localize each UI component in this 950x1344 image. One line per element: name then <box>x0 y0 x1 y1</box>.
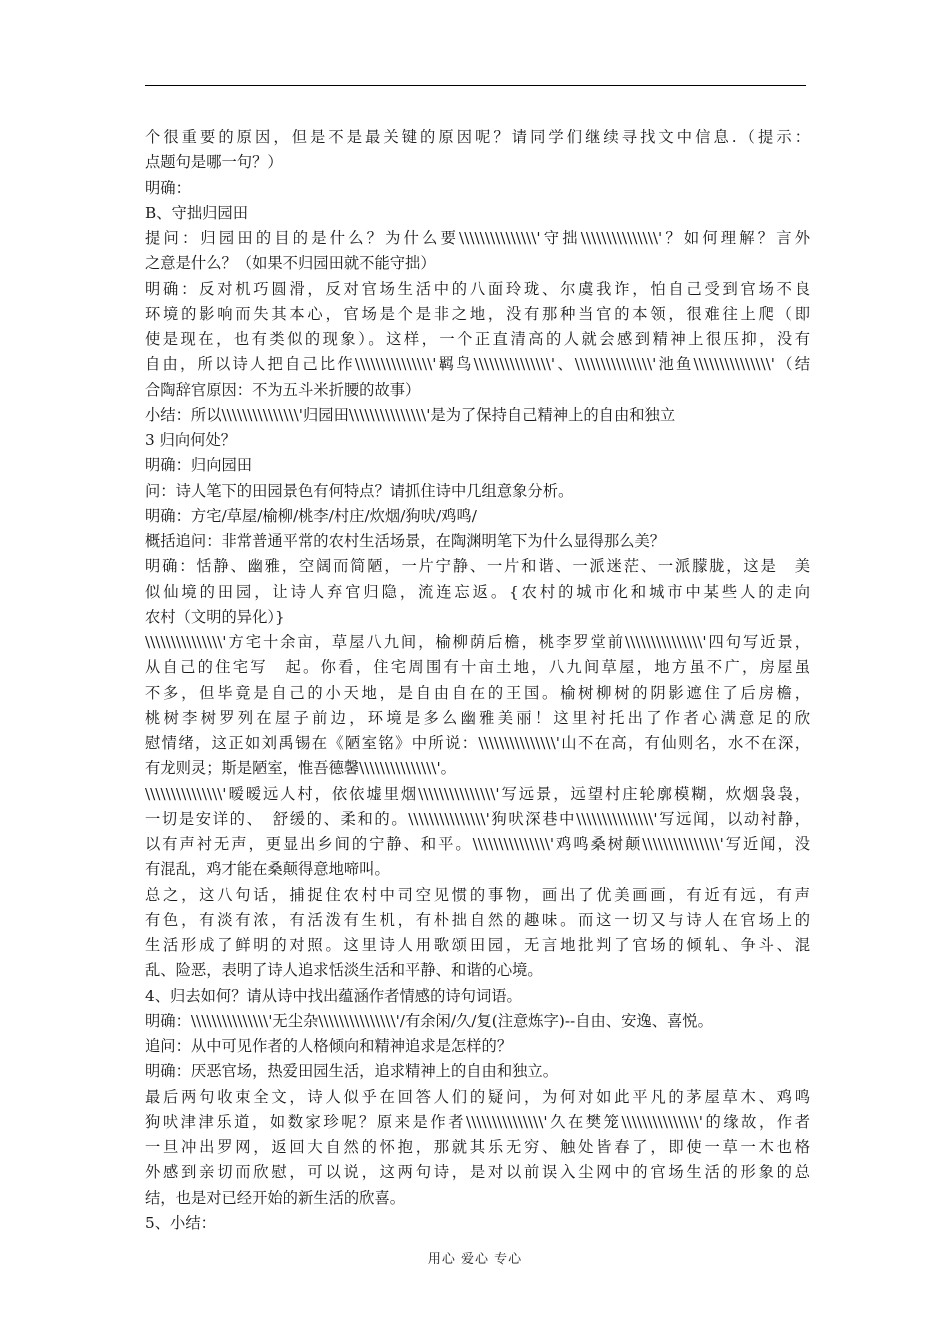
text-line: 提问：归园田的目的是什么？为什么要\\\\\\\\\\\\\\\'守拙\\\\\\\\\\\\\\\'？如何理解？言外 <box>145 229 810 247</box>
text-line: 乱、险恶，表明了诗人追求恬淡生活和平静、和谐的心境。 <box>145 961 543 980</box>
text-line: 环境的影响而失其本心，官场是个是非之地，没有那种当官的本领，很难往上爬（即 <box>145 304 810 323</box>
text-line: 外感到亲切而欣慰，可以说，这两句诗，是对以前误入尘网中的官场生活的形象的总 <box>145 1163 810 1182</box>
text-line: 结，也是对已经开始的新生活的欣喜。 <box>145 1188 406 1207</box>
text-line: 明确：反对机巧圆滑，反对官场生活中的八面玲珑、尔虞我诈，怕自己受到官场不良 <box>145 279 810 298</box>
text-line: 明确：归向园田 <box>145 456 253 475</box>
text-line: 5、小结： <box>145 1213 216 1232</box>
text-line: 之意是什么？（如果不归园田就不能守拙） <box>145 254 436 273</box>
text-line: 明确：方宅/草屋/榆柳/桃李/村庄/炊烟/狗吠/鸡鸣/ <box>145 506 477 525</box>
text-line: 从自己的住宅写 起。你看，住宅周围有十亩土地，八九间草屋，地方虽不广，房屋虽 <box>145 658 810 677</box>
text-line: B、守拙归园田 <box>145 203 249 222</box>
text-line: 桃树李树罗列在屋子前边，环境是多么幽雅美丽！这里衬托出了作者心满意足的欣 <box>145 708 810 727</box>
text-line: 以有声衬无声，更显出乡间的宁静、和平。\\\\\\\\\\\\\\\'鸡鸣桑树颠\\\\\\\\\\\\\\\'写近闻，没 <box>145 835 810 853</box>
text-line: 不多，但毕竟是自己的小天地，是自由自在的王国。榆树柳树的阴影遮住了后房檐， <box>145 683 810 702</box>
text-line: 点题句是哪一句？） <box>145 153 283 172</box>
text-line: 农村（文明的异化）} <box>145 607 285 626</box>
text-line: 似仙境的田园，让诗人弃官归隐，流连忘返。{农村的城市化和城市中某些人的走向 <box>145 582 810 601</box>
text-line: 一旦冲出罗网，返回大自然的怀抱，那就其乐无穷、触处皆春了，即使一草一木也格 <box>145 1138 810 1156</box>
page-footer: 用心 爱心 专心 <box>427 1252 523 1267</box>
text-line: 小结：所以\\\\\\\\\\\\\\\'归园田\\\\\\\\\\\\\\\'是为了保持自己精神上的自由和独立 <box>145 405 676 424</box>
text-line: 有混乱，鸡才能在桑颠得意地啼叫。 <box>145 860 390 879</box>
text-line: 一切是安详的、 舒缓的、柔和的。\\\\\\\\\\\\\\\'狗吠深巷中\\\\\\\\\\\\\\\'写远闻，以动衬静， <box>145 809 810 828</box>
text-line: 狗吠津津乐道，如数家珍呢？原来是作者\\\\\\\\\\\\\\\'久在樊笼\\\\\\\\\\\\\\\'的缘故，作者 <box>145 1112 810 1131</box>
text-line: 3 归向何处？ <box>145 431 237 449</box>
text-line: 合陶辞官原因：不为五斗米折腰的故事） <box>145 380 421 399</box>
text-line: 明确：厌恶官场，热爱田园生活，追求精神上的自由和独立。 <box>145 1062 559 1081</box>
text-line: 自由，所以诗人把自己比作\\\\\\\\\\\\\\\'羁鸟\\\\\\\\\\\\\\\'、\\\\\\\\\\\\\\\'池鱼\\\\\\\\\\\\\\\'（结 <box>145 355 810 374</box>
text-line: 总之，这八句话，捕捉住农村中司空见惯的事物，画出了优美画画，有近有远，有声 <box>145 885 810 904</box>
text-line: 个很重要的原因，但是不是最关键的原因呢？请同学们继续寻找文中信息.（提示： <box>145 128 810 146</box>
text-line: 使是现在，也有类似的现象）。这样，一个正直清高的人就会感到精神上很压抑，没有 <box>145 330 810 348</box>
text-line: 有色，有淡有浓，有活泼有生机，有朴拙自然的趣味。而这一切又与诗人在官场上的 <box>145 910 810 929</box>
header-rule <box>145 85 806 86</box>
text-line: 概括追问：非常普通平常的农村生活场景，在陶渊明笔下为什么显得那么美？ <box>145 532 666 550</box>
text-line: 有龙则灵；斯是陋室，惟吾德馨\\\\\\\\\\\\\\\'。 <box>145 759 456 778</box>
text-line: \\\\\\\\\\\\\\\'暧暧远人村，依依墟里烟\\\\\\\\\\\\\\\'写远景，远望村庄轮廓模糊，炊烟袅袅， <box>145 784 810 803</box>
text-line: 最后两句收束全文，诗人似乎在回答人们的疑问，为何对如此平凡的茅屋草木、鸡鸣 <box>145 1087 810 1106</box>
text-line: 追问：从中可见作者的人格倾向和精神追求是怎样的？ <box>145 1037 513 1055</box>
document-body <box>145 125 810 1236</box>
text-line: 明确： <box>145 178 191 197</box>
text-line: \\\\\\\\\\\\\\\'方宅十余亩，草屋八九间，榆柳荫后檐，桃李罗堂前\\\\\\\\\\\\\\\'四句写近景， <box>145 633 810 651</box>
text-line: 4、归去如何？请从诗中找出蕴涵作者情感的诗句词语。 <box>145 986 522 1005</box>
text-line: 问：诗人笔下的田园景色有何特点？请抓住诗中几组意象分析。 <box>145 481 574 500</box>
text-line: 慰情绪，这正如刘禹锡在《陋室铭》中所说：\\\\\\\\\\\\\\\'山不在高，有仙则名，水不在深， <box>145 734 810 752</box>
text-line: 明确：恬静、幽雅，空阔而简陋，一片宁静、一片和谐、一派迷茫、一派朦胧，这是 美 <box>145 557 810 576</box>
text-line: 明确：\\\\\\\\\\\\\\\'无尘杂\\\\\\\\\\\\\\\'/有余闲/久/复(注意炼字)--自由、安逸、喜悦。 <box>145 1011 713 1030</box>
text-line: 生活形成了鲜明的对照。这里诗人用歌颂田园，无言地批判了官场的倾轧、争斗、混 <box>145 936 810 954</box>
